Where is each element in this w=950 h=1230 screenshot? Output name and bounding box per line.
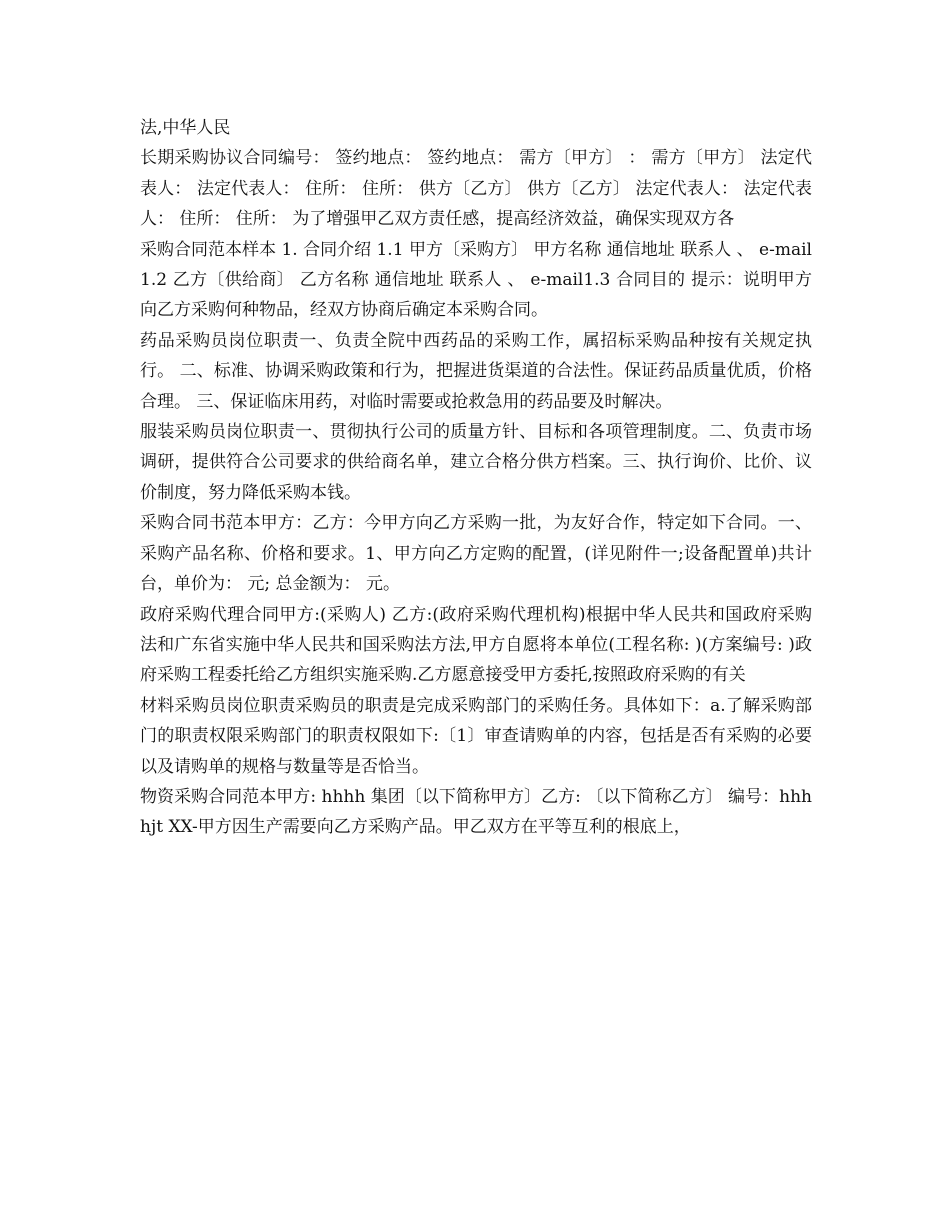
document-body (140, 113, 812, 843)
paragraph-purchase-contract-sample: 采购合同范本样本 1. 合同介绍 1.1 甲方〔采购方〕 甲方名称 通信地址 联系人 、 e-mail1.2 乙方〔供给商〕 乙方名称 通信地址 联系人 、 e-mail1.3 合同目的 提示：说明甲方向乙方采购何种物品，经双方协商后确定本采购合同。 (140, 239, 812, 321)
paragraph-heading-fragment: 法,中华人民 (140, 118, 231, 138)
paragraph-clothing-purchaser-duties: 服装采购员岗位职责一、贯彻执行公司的质量方针、目标和各项管理制度。二、负责市场调研，提供符合公司要求的供给商名单，建立合格分供方档案。三、执行询价、比价、议价制度，努力降低采购本钱。 (140, 422, 812, 503)
paragraph-drug-purchaser-duties: 药品采购员岗位职责一、负责全院中西药品的采购工作，属招标采购品种按有关规定执行。 二、标准、协调采购政策和行为，把握进货渠道的合法性。保证药品质量优质，价格合理。 三、保证临床用药，对临时需要或抢救急用的药品要及时解决。 (140, 330, 812, 412)
paragraph-long-term-purchase-agreement: 长期采购协议合同编号： 签约地点： 签约地点： 需方〔甲方〕 ： 需方〔甲方〕 法定代表人： 法定代表人： 住所： 住所： 供方〔乙方〕 供方〔乙方〕 法定代表人： 法定代表人： 住所： 住所： 为了增强甲乙双方责任感，提高经济效益，确保实现双方各 (140, 148, 812, 230)
paragraph-government-procurement-agency: 政府采购代理合同甲方:(采购人) 乙方:(政府采购代理机构)根据中华人民共和国政府采购法和广东省实施中华人民共和国采购法方法,甲方自愿将本单位(工程名称: )(方案编号: )政府采购工程委托给乙方组织实施采购.乙方愿意接受甲方委托,按照政府采购的有关 (140, 604, 812, 686)
paragraph-material-purchase-contract: 物资采购合同范本甲方: hhhh 集团〔以下简称甲方〕乙方: 〔以下简称乙方〕 编号：hhhhjt XX-甲方因生产需要向乙方采购产品。甲乙双方在平等互利的根底上， (140, 786, 812, 838)
paragraph-material-purchaser-duties: 材料采购员岗位职责采购员的职责是完成采购部门的采购任务。具体如下：a.了解采购部门的职责权限采购部门的职责权限如下:〔1〕审查请购单的内容，包括是否有采购的必要以及请购单的规格与数量等是否恰当。 (140, 695, 812, 777)
paragraph-purchase-contract-template: 采购合同书范本甲方：乙方：今甲方向乙方采购一批，为友好合作，特定如下合同。一、采购产品名称、价格和要求。1、甲方向乙方定购的配置，(详见附件一;设备配置单)共计 台，单价为： 元; 总金额为： 元。 (140, 513, 812, 595)
